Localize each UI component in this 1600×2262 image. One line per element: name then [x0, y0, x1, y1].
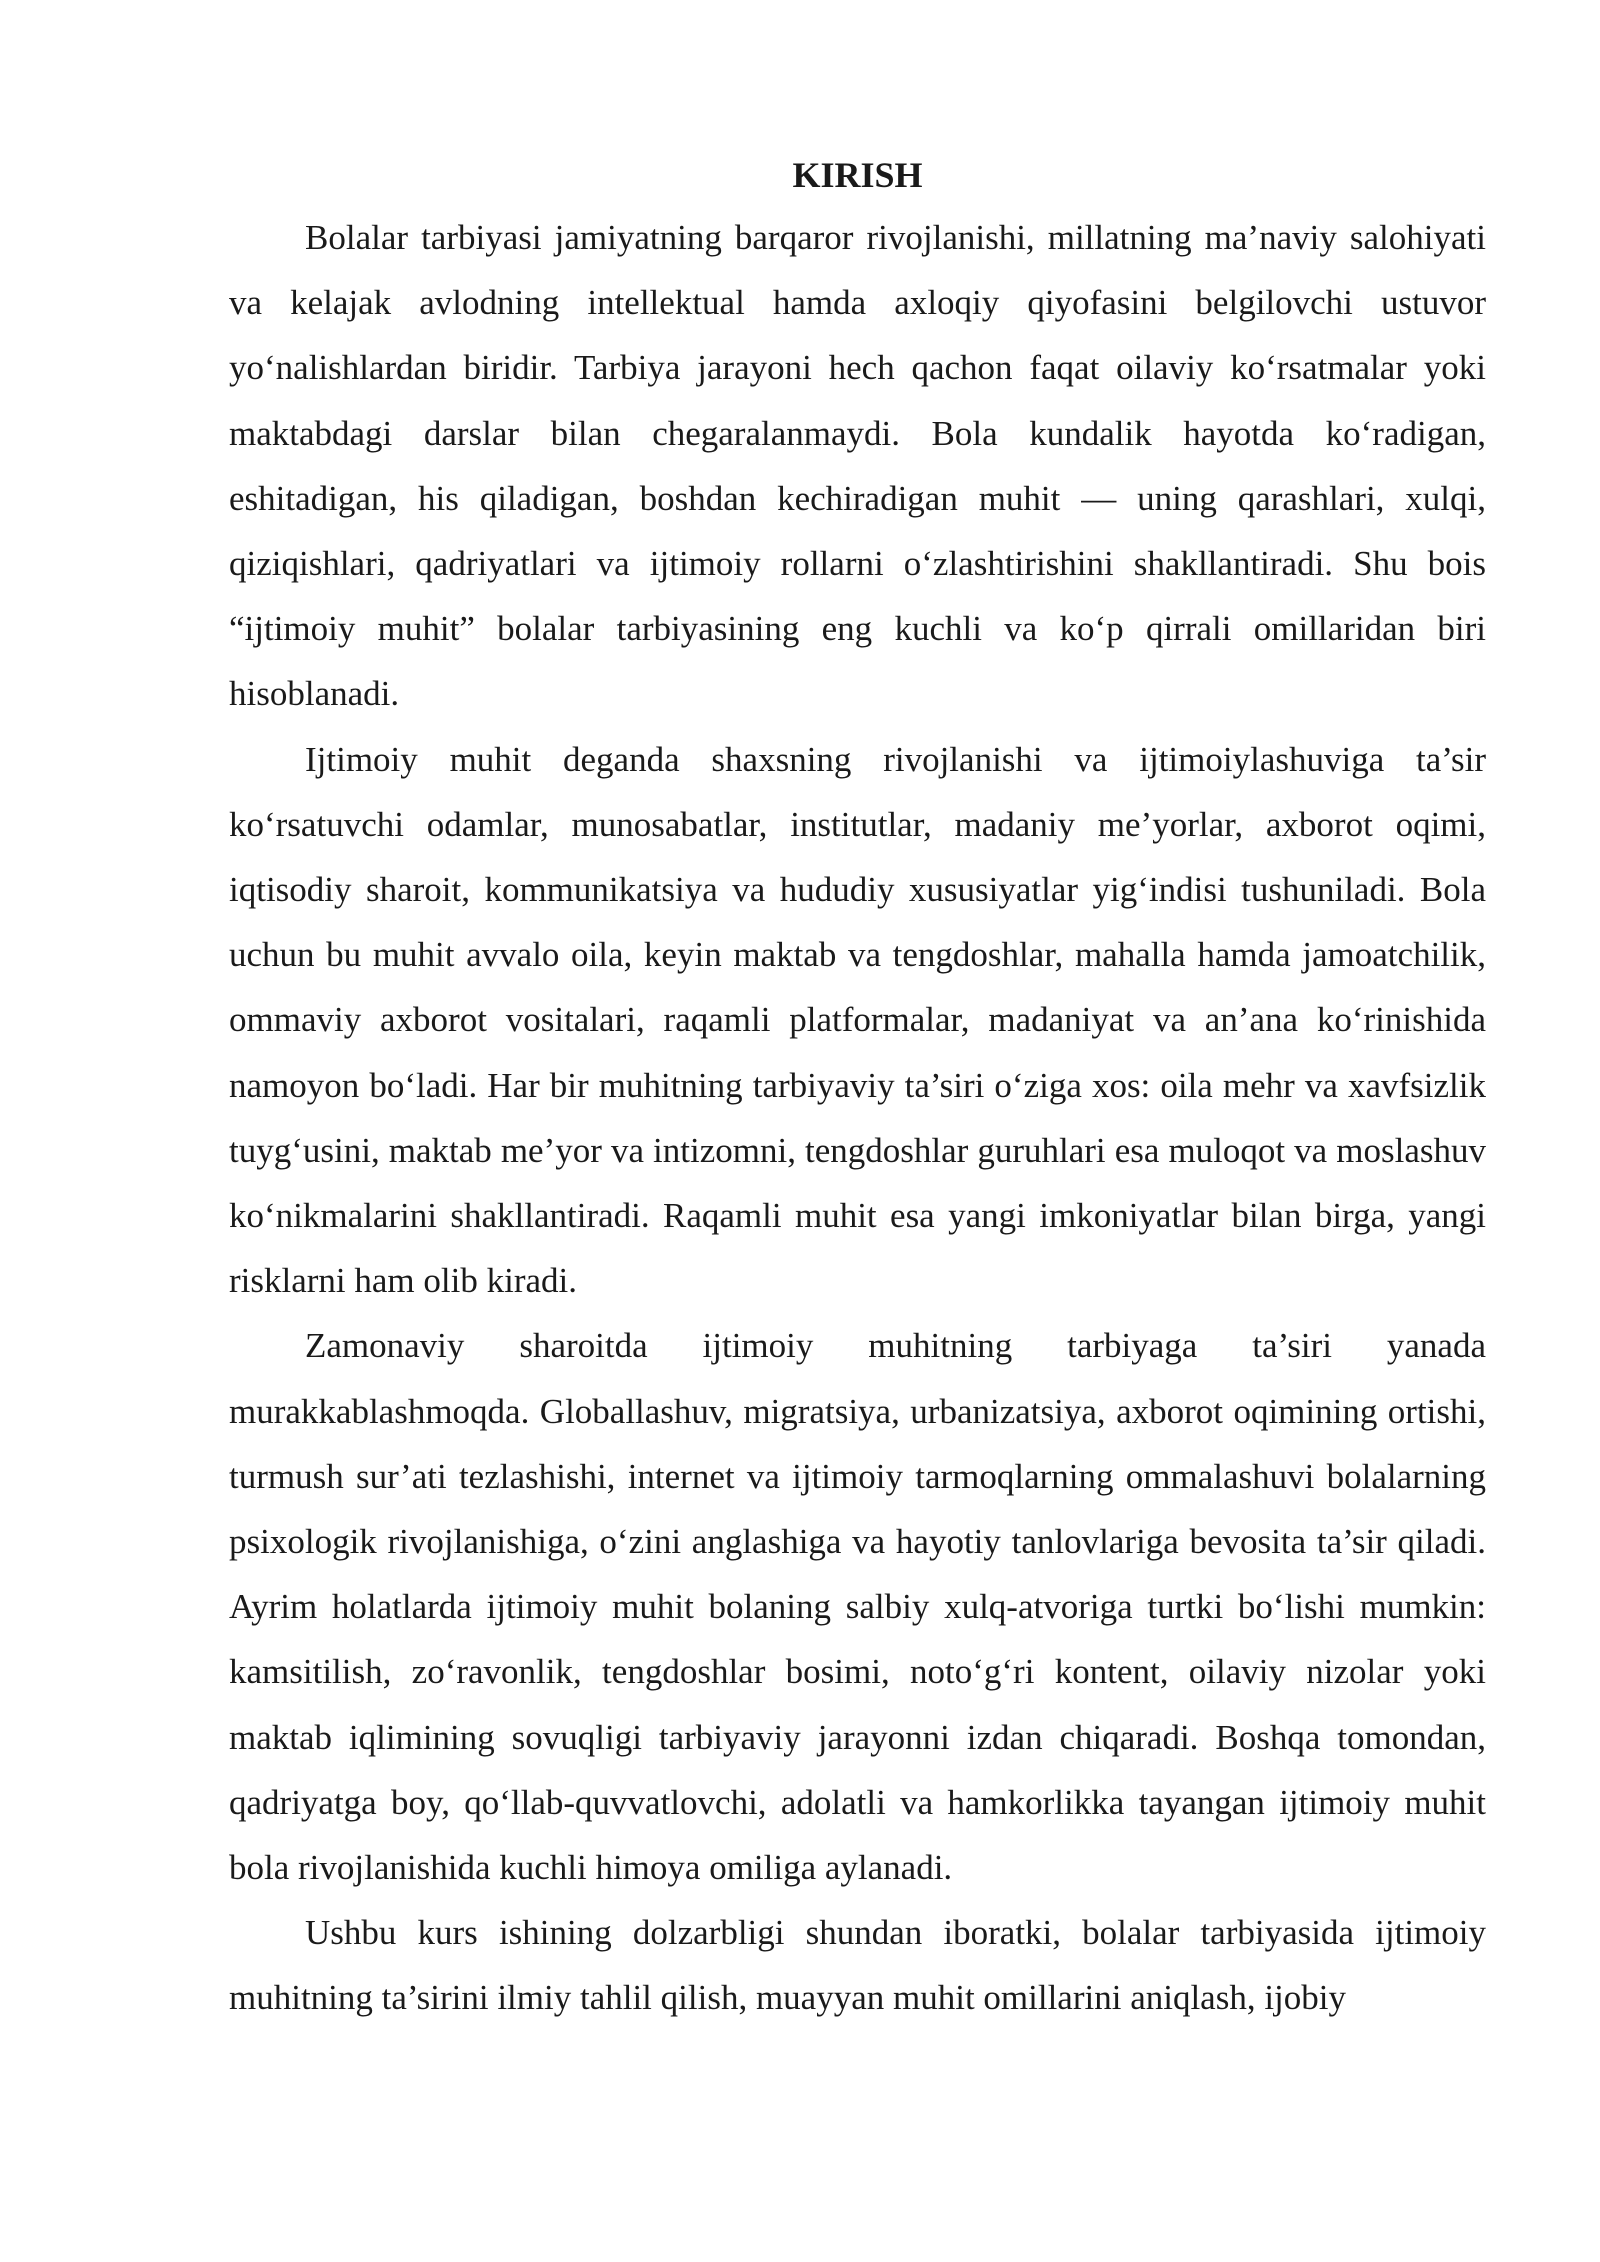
section-title: KIRISH [792, 155, 923, 195]
paragraph-3: Zamonaviy sharoitda ijtimoiy muhitning tarbiyaga ta’siri yanada murakkablashmoqda. Globallashuv, migratsiya, urbanizatsiya, axborot oqimining ortishi, turmush sur’ati tezlashishi, internet va ijtimoiy tarmoqlarning ommalashuvi bolalarning psixologik rivojlanishiga, o‘zini anglashiga va hayotiy tanlovlariga bevosita ta’sir qiladi. Ayrim holatlarda ijtimoiy muhit bolaning salbiy xulq-atvoriga turtki bo‘lishi mumkin: kamsitilish, zo‘ravonlik, tengdoshlar bosimi, noto‘g‘ri kontent, oilaviy nizolar yoki maktab iqlimining sovuqligi tarbiyaviy jarayonni izdan chiqaradi. Boshqa tomondan, qadriyatga boy, qo‘llab-quvvatlovchi, adolatli va hamkorlikka tayangan ijtimoiy muhit bola rivojlanishida kuchli himoya omiliga aylanadi. [229, 1326, 1486, 1888]
paragraph-2: Ijtimoiy muhit deganda shaxsning rivojlanishi va ijtimoiylashuviga ta’sir ko‘rsatuvchi odamlar, munosabatlar, institutlar, madaniy me’yorlar, axborot oqimi, iqtisodiy sharoit, kommunikatsiya va hududiy xususiyatlar yig‘indisi tushuniladi. Bola uchun bu muhit avvalo oila, keyin maktab va tengdoshlar, mahalla hamda jamoatchilik, ommaviy axborot vositalari, raqamli platformalar, madaniyat va an’ana ko‘rinishida namoyon bo‘ladi. Har bir muhitning tarbiyaviy ta’siri o‘ziga xos: oila mehr va xavfsizlik tuyg‘usini, maktab me’yor va intizomni, tengdoshlar guruhlari esa muloqot va moslashuv ko‘nikmalarini shakllantiradi. Raqamli muhit esa yangi imkoniyatlar bilan birga, yangi risklarni ham olib kiradi. [229, 739, 1486, 1301]
paragraph-4: Ushbu kurs ishining dolzarbligi shundan iboratki, bolalar tarbiyasida ijtimoiy muhitning ta’sirini ilmiy tahlil qilish, muayyan muhit omillarini aniqlash, ijobiy [229, 1913, 1486, 2018]
document-body [229, 145, 1486, 2031]
paragraph-1: Bolalar tarbiyasi jamiyatning barqaror rivojlanishi, millatning ma’naviy salohiyati va kelajak avlodning intellektual hamda axloqiy qiyofasini belgilovchi ustuvor yo‘nalishlardan biridir. Tarbiya jarayoni hech qachon faqat oilaviy ko‘rsatmalar yoki maktabdagi darslar bilan chegaralanmaydi. Bola kundalik hayotda ko‘radigan, eshitadigan, his qiladigan, boshdan kechiradigan muhit — uning qarashlari, xulqi, qiziqishlari, qadriyatlari va ijtimoiy rollarni o‘zlashtirishini shakllantiradi. Shu bois “ijtimoiy muhit” bolalar tarbiyasining eng kuchli va ko‘p qirrali omillaridan biri hisoblanadi. [229, 218, 1486, 714]
